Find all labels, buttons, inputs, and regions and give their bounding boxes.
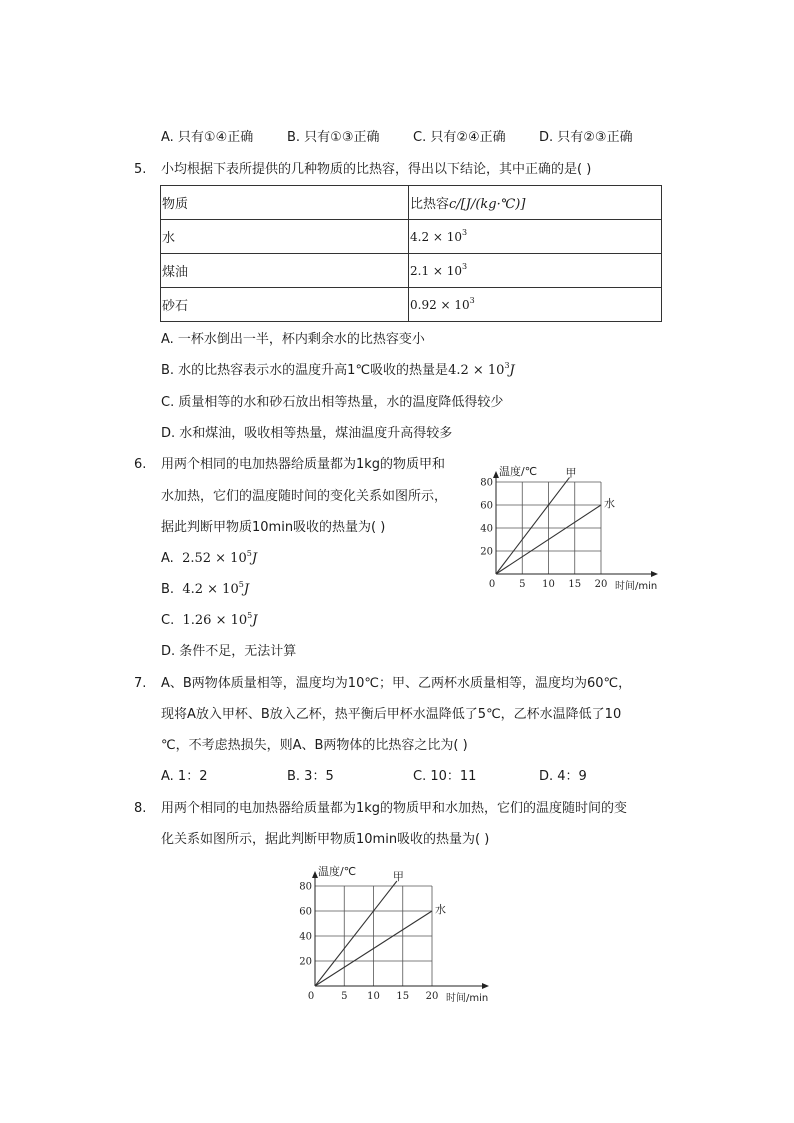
q6-stem-line-3: 据此判断甲物质10min吸收的热量为( ) [161,520,386,535]
q4-option-c: C. 只有②④正确 [413,130,506,145]
table-cell-value: $4.2 \times 10^3$ [409,220,662,254]
series-label: 水 [604,497,615,510]
y-axis-label: 温度/℃ [318,865,357,878]
q6-stem-line-1: 用两个相同的电加热器给质量都为1kg的物质甲和 [161,457,446,472]
x-tick-label: 0 [488,579,496,590]
q7-stem-line-2: 现将A放入甲杯、B放入乙杯，热平衡后甲杯水温降低了5℃，乙杯水温降低了10 [161,707,622,722]
y-tick-label: 60 [480,500,493,512]
x-tick-label: 5 [519,579,526,590]
y-tick-label: 80 [299,881,312,893]
y-tick-label: 20 [480,546,493,558]
q7-option-c: C. 10：11 [413,769,477,784]
series-label: 甲 [392,870,404,883]
x-axis-label: 时间/min [446,993,489,1004]
q6-option-b: B. $4.2 \times 10^5J$ [161,580,250,597]
temperature-time-chart-q8 [296,856,506,1006]
y-tick-label: 80 [480,477,493,489]
q8-stem-line-1: 用两个相同的电加热器给质量都为1kg的物质甲和水加热，它们的温度随时间的变 [161,801,628,816]
q7-stem-line-3: ℃，不考虑热损失，则A、B两物体的比热容之比为( ) [161,738,468,753]
table-cell-value: $0.92 \times 10^3$ [409,288,662,322]
table-header-cell [409,186,662,220]
q7-option-d: D. 4：9 [539,769,587,784]
q5-option-b: B. 水的比热容表示水的温度升高1℃吸收的热量是$4.2 \times 10^3J$ [161,361,515,378]
table-row [161,254,662,288]
x-tick-label: 10 [367,991,380,1002]
header-prefix: 比热容 [410,197,450,212]
x-tick-label: 10 [542,579,555,590]
q4-option-d: D. 只有②③正确 [539,130,633,145]
q4-options [161,129,633,147]
q5-number: 5. [134,162,147,177]
q7-number: 7. [134,676,147,691]
series-label: 甲 [565,466,577,480]
q5-stem: 小均根据下表所提供的几种物质的比热容，得出以下结论，其中正确的是( ) [161,162,592,177]
q7-option-b: B. 3：5 [287,769,334,784]
x-tick-label: 5 [341,991,348,1002]
y-tick-label: 40 [299,931,312,943]
y-tick-label: 20 [299,956,312,968]
q6-option-d: D. 条件不足，无法计算 [161,644,297,659]
y-tick-label: 60 [299,906,312,918]
table-cell-substance: 煤油 [161,254,409,288]
table-header-cell: 物质 [161,186,409,220]
series-line-jia [496,477,570,574]
q6-option-c: C. $1.26 \times 10^5J$ [161,611,258,628]
q5-option-a: A. 一杯水倒出一半，杯内剩余水的比热容变小 [161,332,425,347]
q6-option-a: A. $2.52 \times 10^5J$ [161,549,258,566]
y-axis-label: 温度/℃ [499,465,538,478]
series-line-jia [315,881,397,986]
x-axis-arrow [651,571,658,577]
table-row [161,220,662,254]
y-tick-label: 40 [480,523,493,535]
q7-option-a: A. 1：2 [161,769,208,784]
q4-option-a: A. 只有①④正确 [161,130,254,145]
x-tick-label: 15 [396,991,410,1002]
x-axis-arrow [482,983,489,989]
x-tick-label: 20 [425,991,439,1002]
q8-stem-line-2: 化关系如图所示，据此判断甲物质10min吸收的热量为( ) [161,832,490,847]
table-cell-value: $2.1 \times 10^3$ [409,254,662,288]
q5-option-c: C. 质量相等的水和砂石放出相等热量，水的温度降低得较少 [161,395,504,410]
x-tick-label: 20 [594,579,608,590]
table-cell-substance: 砂石 [161,288,409,322]
q4-option-b: B. 只有①③正确 [287,130,380,145]
table-row [161,288,662,322]
q6-stem-line-2: 水加热，它们的温度随时间的变化关系如图所示， [161,489,448,504]
q5-option-d: D. 水和煤油，吸收相等热量，煤油温度升高得较多 [161,426,453,441]
temperature-time-chart-q6 [478,455,668,595]
x-tick-label: 0 [307,991,315,1002]
x-axis-label: 时间/min [615,581,658,592]
table-cell-substance: 水 [161,220,409,254]
table-header-row [161,186,662,220]
header-unit: c/[J/(kg·℃)] [449,197,526,212]
q7-stem-line-1: A、B两物体质量相等，温度均为10℃；甲、乙两杯水质量相等，温度均为60℃， [161,676,632,691]
x-tick-label: 15 [568,579,582,590]
q7-options [161,768,587,786]
q8-number: 8. [134,801,147,816]
q6-number: 6. [134,457,147,472]
specific-heat-table [160,185,662,322]
series-label: 水 [435,903,446,916]
